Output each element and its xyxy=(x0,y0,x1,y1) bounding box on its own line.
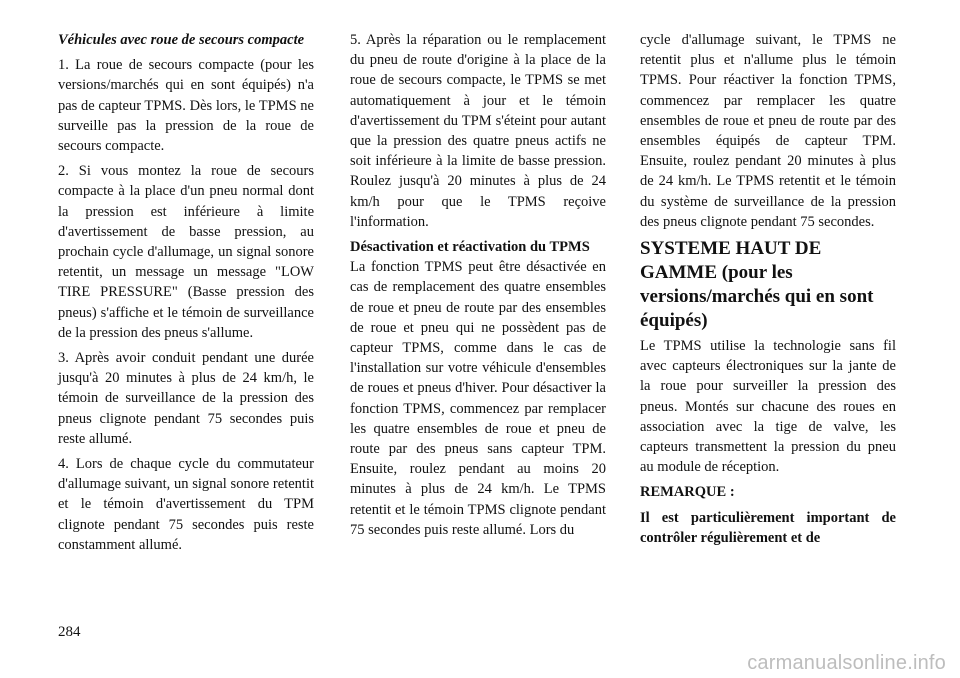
subsection-heading-deactivation: Désactivation et réactivation du TPMS xyxy=(350,239,590,256)
paragraph-step-5: 5. Après la réparation ou le remplacement du pneu de route d'origine à la place de la roue de secours compacte, le TPMS se met automatiquement à jour et le témoin d'avertissement du TPM s'éteint pour autant que la pression des quatre pneus actifs ne soit inférieure à la limite de basse pression. Roulez jusqu'à 20 minutes à plus de 24 km/h pour que le TPMS reçoive l'information. xyxy=(350,32,606,230)
paragraph-step-3: 3. Après avoir conduit pendant une durée jusqu'à 20 minutes à plus de 24 km/h, le témoin de surveillance de la pression des pneus clignote pendant 75 secondes puis reste allumé. xyxy=(58,350,314,447)
section-title-premium-system: SYSTEME HAUT DE GAMME (pour les versions/marchés qui en sont équipés) xyxy=(640,238,874,332)
page-number: 284 xyxy=(58,624,81,640)
note-label: REMARQUE : xyxy=(640,484,735,501)
column-middle xyxy=(350,30,606,545)
paragraph-continued: cycle d'allumage suivant, le TPMS ne retentit plus et n'allume plus le témoin TPMS. Pour réactiver la fonction TPMS, commencez par remplacer les quatre ensembles de roue et pneu de route par des ensembles équipés de capteur TPM. Ensuite, roulez pendant 20 minutes à plus de 24 km/h. Le TPMS retentit et le témoin du système de surveillance de la pression des pneus clignote pendant 75 secondes. xyxy=(640,32,896,230)
column-left xyxy=(58,30,314,560)
paragraph-deactivation: La fonction TPMS peut être désactivée en cas de remplacement des quatre ensembles de roue et pneu de route par des ensembles de roue et pneu qui ne possèdent pas de capteur TPMS, comme dans le cas de l'installation sur votre véhicule d'ensembles de roues et pneus d'hiver. Pour désactiver la fonction TPMS, commencez par remplacer les quatre ensembles de roue et pneu de route par des pneus sans capteur TPM. Ensuite, roulez pendant au moins 20 minutes à plus de 24 km/h. Le TPMS retentit et le témoin TPMS clignote pendant 75 secondes puis reste allumé. Lors du xyxy=(350,259,606,538)
column-right xyxy=(640,30,896,553)
paragraph-step-2: 2. Si vous montez la roue de secours compacte à la place d'un pneu normal dont la pression est inférieure à limite d'avertissement de basse pression, au prochain cycle d'allumage, un signal sonore retentit, un message un message "LOW TIRE PRESSURE" (Basse pression des pneus) s'affiche et le témoin de surveillance de la pression des pneus s'allume. xyxy=(58,163,314,341)
subsection-heading-compact-spare: Véhicules avec roue de secours compacte xyxy=(58,32,305,48)
paragraph-step-4: 4. Lors de chaque cycle du commutateur d'allumage suivant, un signal sonore retentit et le témoin d'avertissement du TPM clignote pendant 75 secondes puis reste constamment allumé. xyxy=(58,456,314,553)
watermark: carmanualsonline.info xyxy=(747,652,946,674)
note-text: Il est particulièrement important de contrôler régulièrement et de xyxy=(640,509,896,546)
paragraph-step-1: 1. La roue de secours compacte (pour les versions/marchés qui en sont équipés) n'a pas de capteur TPMS. Dès lors, le TPMS ne surveille pas la pression de la roue de secours compacte. xyxy=(58,57,314,155)
paragraph-premium-system: Le TPMS utilise la technologie sans fil avec capteurs électroniques sur la jante de la roue pour surveiller la pression des pneus. Montés sur chacune des roues en association avec la tige de valve, les capteurs transmettent la pression du pneu au module de réception. xyxy=(640,338,896,476)
